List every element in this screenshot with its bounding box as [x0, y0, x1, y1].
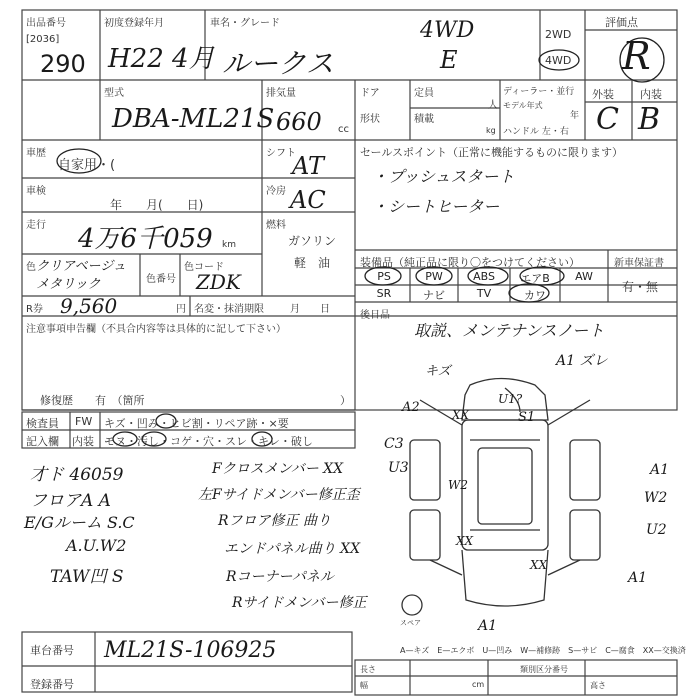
note-right-4: エンドパネル曲り XX	[224, 541, 361, 557]
equipment-label: 装備品（純正品に限り〇をつけてください）	[360, 256, 580, 269]
color-code: ZDK	[196, 270, 241, 294]
width-label: 幅	[360, 681, 368, 690]
load-unit: kg	[486, 126, 496, 135]
car-name-label: 車名・グレード	[210, 18, 280, 29]
shift-value: AT	[292, 152, 325, 180]
first-reg-label: 初度登録年月	[104, 18, 164, 29]
shaken-value: 年 月( 日)	[110, 198, 204, 212]
attach-label: 後日品	[360, 310, 390, 321]
mark-kizu: キズ	[425, 364, 451, 379]
ac-label: 冷房	[266, 186, 286, 197]
note-left-3: E/Gルーム S.C	[24, 513, 135, 532]
name-change-value: 月 日	[290, 304, 330, 315]
note-right-5: Rコーナーパネル	[226, 569, 334, 585]
mileage-value: 4万6千059	[78, 224, 213, 254]
sales-point-2: ・シートヒーター	[372, 197, 500, 216]
year-unit: 年	[570, 111, 580, 121]
cm-unit: cm	[472, 680, 485, 689]
mark-s1: S1	[518, 410, 536, 425]
option-4wd: 4WD	[545, 54, 572, 67]
km-unit: km	[222, 240, 236, 250]
grade: E	[440, 46, 458, 74]
drive-type: 4WD	[420, 18, 475, 43]
option-2wd: 2WD	[545, 28, 572, 41]
mileage-label: 走行	[26, 220, 46, 231]
equip-pw: PW	[425, 270, 443, 283]
fuel-gasoline: ガソリン	[288, 234, 337, 248]
height-label: 高さ	[590, 681, 606, 690]
damage-legend: A—キズ E—エクボ U—凹み W—補修跡 S—サビ C—腐食 XX—交換済	[400, 646, 686, 655]
exterior-score: C	[596, 102, 619, 137]
capacity-label: 定員	[414, 88, 434, 99]
mark-a2: A2	[402, 400, 420, 415]
mark-c3: C3	[384, 436, 404, 452]
mark-xx-1: XX	[452, 408, 470, 422]
equip-aw: AW	[575, 270, 593, 283]
attach-value: 取説、メンテナンスノート	[414, 321, 605, 340]
displacement-label: 排気量	[266, 88, 296, 99]
equip-tv: TV	[476, 287, 492, 300]
interior-label: 内装	[640, 88, 662, 101]
mark-w2-right: W2	[644, 490, 668, 506]
damage-codes-2: モヌ・汚し・コゲ・穴・スレ・キレ・破し	[104, 435, 313, 448]
shift-label: シフト	[266, 148, 296, 159]
note-right-1: Fクロスメンバー XX	[212, 461, 344, 477]
mark-a1-bottom: A1	[478, 618, 498, 634]
lot-code: [2036]	[26, 34, 60, 45]
equip-airbag: エアB	[520, 272, 550, 285]
car-diagram	[402, 379, 600, 616]
fuel-diesel: 軽 油	[294, 256, 331, 270]
notes-label: 注意事項申告欄（不具合内容等は具体的に記して下さい）	[26, 324, 286, 335]
warranty-value: 有・無	[622, 280, 659, 294]
note-right-3: Rフロア修正 曲り	[218, 513, 331, 529]
displacement-value: 660	[276, 108, 322, 136]
fw-label: FW	[75, 415, 93, 428]
interior-code-label: 内装	[72, 435, 94, 448]
record-label: 記入欄	[26, 435, 59, 448]
spare-label: スペア	[400, 619, 421, 627]
sales-point-1: ・プッシュスタート	[372, 167, 515, 186]
mark-xx-2: XX	[456, 534, 474, 548]
shape-label: 形状	[360, 114, 380, 125]
chassis-label: 車台番号	[30, 644, 74, 657]
equip-abs: ABS	[473, 270, 495, 283]
yen-unit: 円	[176, 304, 186, 315]
inspector-label: 検査員	[26, 417, 59, 430]
chassis-number: ML21S-106925	[104, 638, 277, 663]
fuel-label: 燃料	[266, 220, 286, 231]
cc-unit: cc	[338, 124, 349, 135]
category-number-label: 類別区分番号	[520, 665, 568, 674]
mark-xx-3: XX	[530, 558, 548, 572]
lot-number: 290	[40, 50, 86, 78]
equip-ps: PS	[377, 270, 391, 283]
dealer-label: ディーラー・並行	[503, 87, 575, 97]
repair-history-label: 修復歴 有 （箇所	[40, 394, 145, 407]
load-label: 積載	[414, 114, 434, 125]
mark-u1: U1?	[498, 392, 523, 406]
new-warranty-label: 新車保証書	[614, 258, 664, 269]
exterior-label: 外装	[592, 88, 614, 101]
color-value: クリアベージュ メタリック	[36, 259, 126, 292]
note-left-1: 才ド 46059	[30, 465, 124, 485]
model-value: DBA-ML21S	[112, 104, 275, 134]
note-left-2: フロアA A	[30, 491, 111, 511]
eval-label: 評価点	[605, 16, 638, 29]
interior-score: B	[638, 102, 661, 137]
lot-number-label: 出品番号	[26, 18, 66, 29]
registration-label: 登録番号	[30, 678, 74, 691]
mark-a1-right: A1	[650, 462, 670, 478]
mark-a1-rear: A1	[628, 570, 648, 586]
handle-label: ハンドル 左・右	[503, 127, 569, 137]
mark-a1-zure: A1 ズレ	[556, 353, 608, 369]
usage-label: 車歴	[26, 148, 46, 159]
recycle-label: R券	[26, 304, 43, 315]
name-change-label: 名変・抹消期限	[194, 304, 264, 315]
mark-u2: U2	[646, 522, 667, 538]
first-reg-value: H22 4月	[108, 44, 215, 74]
sales-points-label: セールスポイント（正常に機能するものに限ります）	[360, 146, 624, 159]
color-label: 色	[26, 262, 36, 273]
recycle-value: 9,560	[60, 294, 118, 318]
ac-value: AC	[290, 186, 326, 214]
note-right-6: Rサイドメンバー修正	[232, 595, 367, 611]
color-no-label: 色番号	[146, 274, 176, 285]
equip-navi: ナビ	[423, 289, 445, 302]
equip-leather: カワ	[524, 289, 546, 302]
damage-codes-1: キズ・凹み・ヒビ割・リペア跡・×要	[104, 417, 289, 430]
length-label: 長さ	[360, 665, 376, 674]
equip-sr: SR	[376, 287, 392, 300]
usage-value: 自家用・(	[58, 158, 116, 173]
capacity-unit: 人	[488, 100, 498, 111]
color-code-label: 色コード	[184, 262, 224, 273]
mark-u3: U3	[388, 460, 409, 476]
repair-history-end: ）	[340, 394, 351, 407]
shaken-label: 車検	[26, 186, 46, 197]
note-right-2: 左Fサイドメンバー修正歪	[198, 487, 360, 503]
car-name: ルークス	[222, 47, 334, 80]
mark-w2-1: W2	[448, 478, 468, 492]
note-left-5: TAW凹 S	[50, 567, 124, 587]
note-left-4: A.U.W2	[66, 536, 127, 555]
model-year-label: モデル年式	[503, 101, 543, 110]
door-label: ドア	[360, 88, 380, 99]
eval-score: R	[622, 34, 651, 78]
model-label: 型式	[104, 88, 124, 99]
